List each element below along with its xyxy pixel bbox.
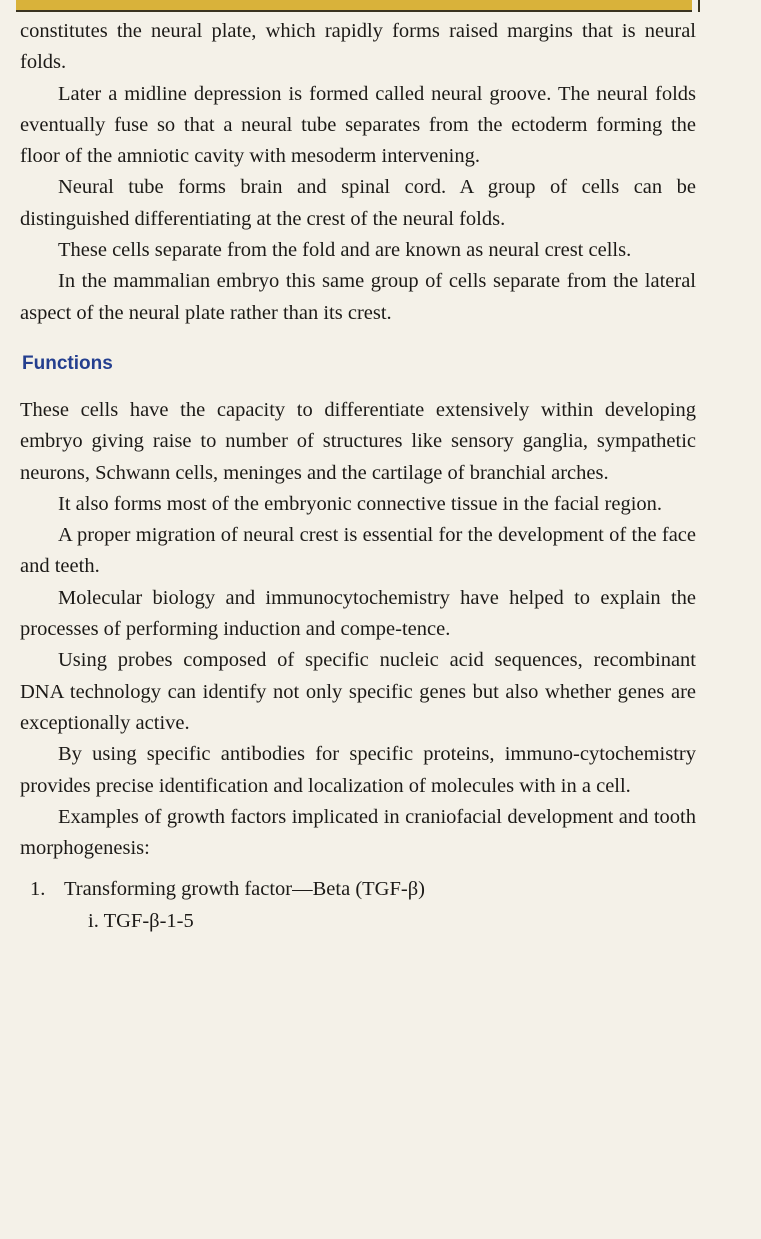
paragraph: Examples of growth factors implicated in craniofacial development and tooth morphogenesis: (20, 805, 696, 860)
sub-item-text: TGF-β-1-5 (103, 909, 194, 932)
book-page (20, 16, 696, 937)
paragraph: It also forms most of the embryonic connective tissue in the facial region. (58, 492, 663, 515)
paragraph: Neural tube forms brain and spinal cord. A group of cells can be distinguished differentiating at the crest of the neural folds. (20, 176, 696, 230)
section-heading: Functions (22, 352, 113, 374)
list-item-number: 1. (30, 878, 46, 901)
paragraph: Later a midline depression is formed called neural groove. The neural folds eventually fuse so that a neural tube separates from the ectoderm forming the floor of the amniotic cavity with mesoderm intervening. (20, 82, 696, 168)
list-item (20, 874, 696, 905)
paragraph: Molecular biology and immunocytochemistry have helped to explain the processes of performing induction and compe-tence. (20, 586, 696, 641)
paragraph: By using specific antibodies for specific proteins, immuno-cytochemistry provides precise identification and localization of molecules with in a cell. (20, 743, 696, 797)
paragraph: These cells separate from the fold and are known as neural crest cells. (58, 239, 632, 262)
list-item-text: Transforming growth factor—Beta (TGF-β) (64, 878, 425, 901)
paragraph: Using probes composed of specific nucleic acid sequences, recombinant DNA technology can identify not only specific genes but also whether genes are exceptionally active. (20, 649, 696, 734)
top-decorative-bar (16, 0, 692, 12)
paragraph: These cells have the capacity to differentiate extensively within developing embryo giving raise to number of structures like sensory ganglia, sympathetic neurons, Schwann cells, meninges and the cartilage of branchial arches. (20, 398, 696, 484)
paragraph: A proper migration of neural crest is essential for the development of the face and teeth. (20, 524, 696, 578)
sub-list-item (20, 906, 696, 937)
paragraph: constitutes the neural plate, which rapidly forms raised margins that is neural folds. (20, 20, 696, 74)
paragraph: In the mammalian embryo this same group of cells separate from the lateral aspect of the neural plate rather than its crest. (20, 270, 696, 324)
growth-factor-list (20, 874, 696, 937)
top-bar-corner (686, 0, 700, 12)
sub-item-number: i. (88, 909, 99, 932)
